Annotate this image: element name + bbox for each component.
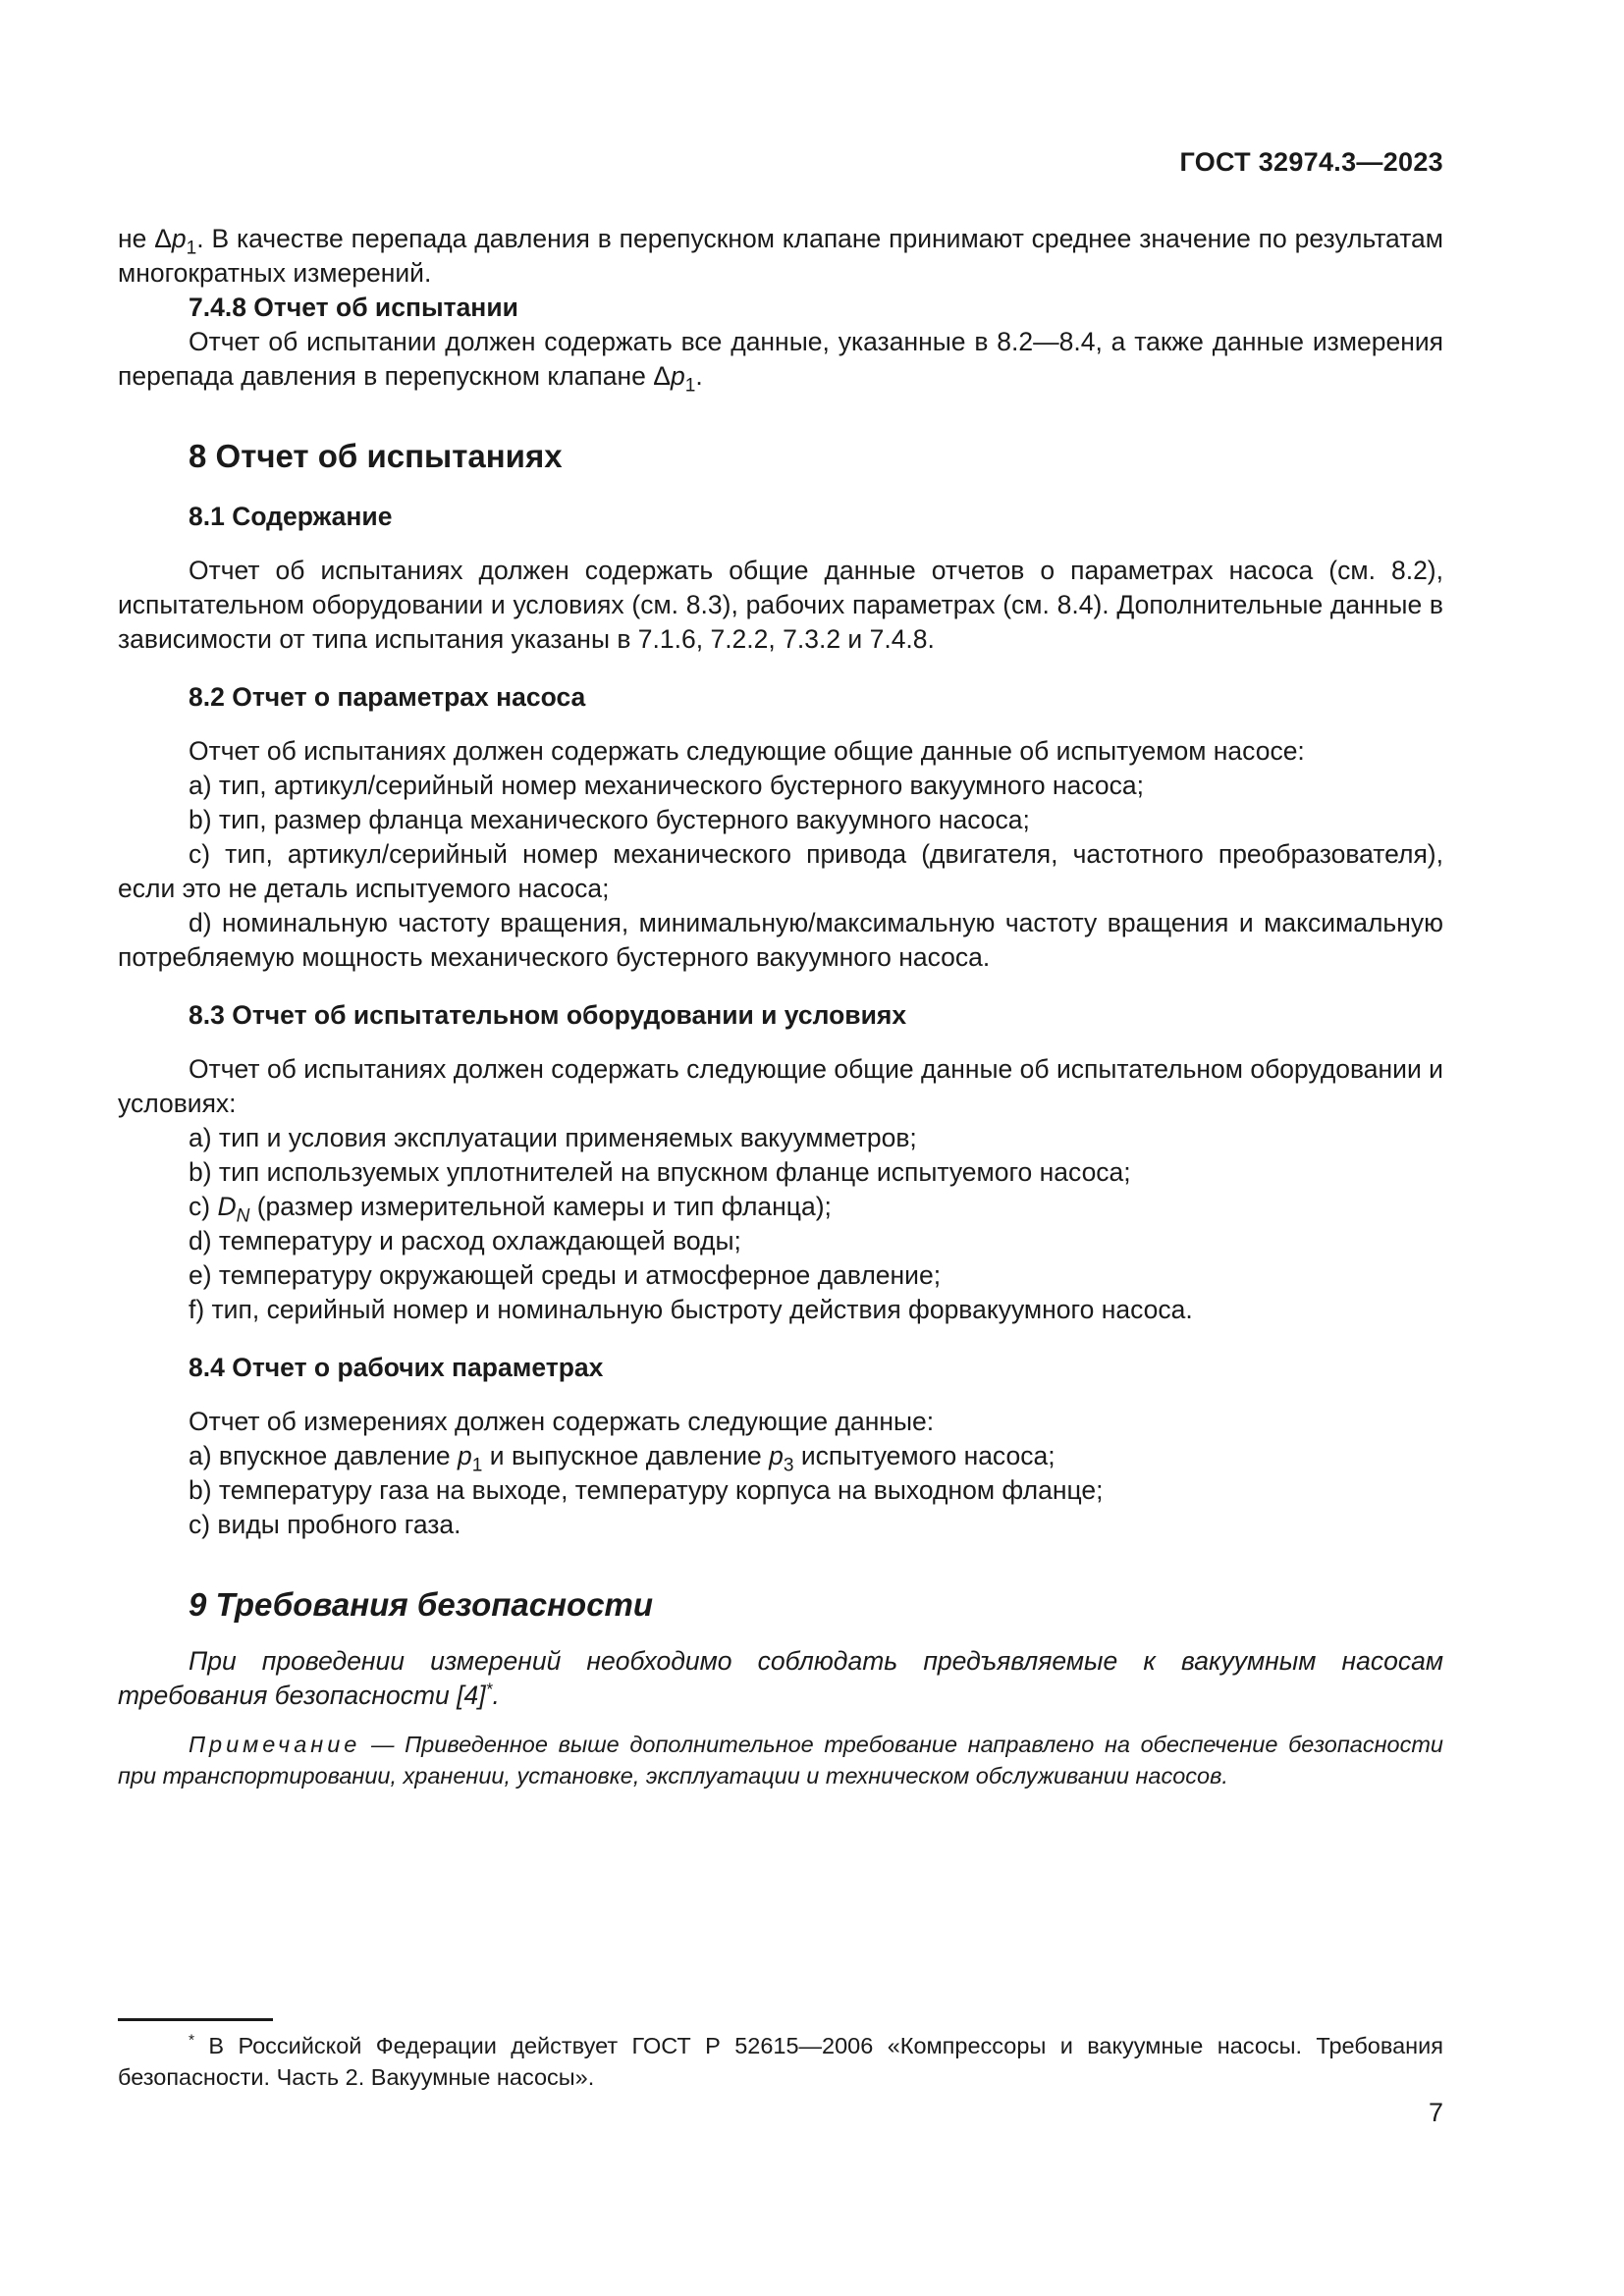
section-heading-8-4: 8.4 Отчет о рабочих параметрах <box>189 1353 604 1382</box>
note-label: Примечание <box>189 1732 361 1757</box>
list-item-8-3-a: a) тип и условия эксплуатации применяемых вакуумметров; <box>189 1123 917 1152</box>
section-heading-8-3: 8.3 Отчет об испытательном оборудовании и условиях <box>189 1000 907 1030</box>
footnote-separator <box>118 2018 273 2021</box>
list-item-8-4-a: a) впускное давление $p_1$ и выпускное давление $p_3$ испытуемого насоса; <box>189 1441 1056 1476</box>
paragraph-7-4-7-continuation: не $\Delta p_1$. В качестве перепада давления в перепускном клапане принимают среднее значение по результатам многократных измерений. <box>118 224 1443 288</box>
list-item-8-2-b: b) тип, размер фланца механического бустерного вакуумного насоса; <box>189 805 1030 834</box>
delta-symbol: Δ <box>653 361 671 391</box>
paragraph-7-4-8-body: Отчет об испытании должен содержать все данные, указанные в 8.2—8.4, а также данные измерения перепада давления в перепускном клапане $\Delta p_1$. <box>118 327 1443 397</box>
list-item-8-2-d: d) номинальную частоту вращения, минимальную/максимальную частоту вращения и максимальную потребляемую мощность механического бустерного вакуумного насоса. <box>118 908 1443 972</box>
subscript: N <box>236 1205 250 1227</box>
section-heading-8-1: 8.1 Содержание <box>189 502 393 531</box>
variable-p: p <box>171 224 187 253</box>
list-item-8-2-a: a) тип, артикул/серийный номер механического бустерного вакуумного насоса; <box>189 771 1144 800</box>
delta-symbol: Δ <box>154 224 172 253</box>
section-heading-8: 8 Отчет об испытаниях <box>189 438 563 474</box>
page-content <box>118 222 1443 1791</box>
list-item-8-3-b: b) тип используемых уплотнителей на впускном фланце испытуемого насоса; <box>189 1157 1131 1187</box>
footnote-reference: * <box>485 1679 493 1699</box>
page-number: 7 <box>1428 2098 1443 2127</box>
list-item-8-4-b: b) температуру газа на выходе, температуру корпуса на выходном фланце; <box>189 1475 1104 1505</box>
list-item-8-4-c: c) виды пробного газа. <box>189 1510 461 1539</box>
list-item-8-3-c: c) $D_N$ (размер измерительной камеры и тип фланца); <box>189 1192 832 1227</box>
list-item-8-2-c: c) тип, артикул/серийный номер механического привода (двигателя, частотного преобразователя), если это не деталь испытуемого насоса; <box>118 839 1443 903</box>
note-paragraph: Примечание — Приведенное выше дополнительное требование направлено на обеспечение безопасности при транспортировании, хранении, установке, эксплуатации и техническом обслуживании насосов. <box>118 1732 1443 1789</box>
document-code-header: ГОСТ 32974.3—2023 <box>1179 147 1443 177</box>
paragraph-8-3-intro: Отчет об испытаниях должен содержать следующие общие данные об испытательном оборудовании и условиях: <box>118 1054 1443 1118</box>
variable-d: D <box>217 1192 237 1221</box>
footnote: * В Российской Федерации действует ГОСТ Р 52615—2006 «Компрессоры и вакуумные насосы. Требования безопасности. Часть 2. Вакуумные насосы». <box>118 2032 1443 2090</box>
subscript: 1 <box>471 1455 483 1476</box>
subscript: 3 <box>783 1455 794 1476</box>
paragraph-8-2-intro: Отчет об испытаниях должен содержать следующие общие данные об испытуемом насосе: <box>189 736 1305 766</box>
footnote-marker: * <box>189 2032 195 2050</box>
variable-p: p <box>769 1441 784 1470</box>
variable-p: p <box>670 361 685 391</box>
subscript: 1 <box>684 375 696 397</box>
subscript: 1 <box>186 238 197 259</box>
variable-p: p <box>458 1441 472 1470</box>
section-heading-8-2: 8.2 Отчет о параметрах насоса <box>189 682 586 712</box>
section-heading-9: 9 Требования безопасности <box>189 1586 654 1623</box>
list-item-8-3-f: f) тип, серийный номер и номинальную быстроту действия форвакуумного насоса. <box>189 1295 1193 1324</box>
list-item-8-3-d: d) температуру и расход охлаждающей воды; <box>189 1226 741 1255</box>
list-item-8-3-e: e) температуру окружающей среды и атмосферное давление; <box>189 1260 942 1290</box>
paragraph-8-1: Отчет об испытаниях должен содержать общие данные отчетов о параметрах насоса (см. 8.2), испытательном оборудовании и условиях (см. 8.3), рабочих параметрах (см. 8.4). Дополнительные данные в зависимости от типа испытания указаны в 7.1.6, 7.2.2, 7.3.2 и 7.4.8. <box>118 556 1443 654</box>
section-heading-7-4-8: 7.4.8 Отчет об испытании <box>189 293 518 322</box>
paragraph-8-4-intro: Отчет об измерениях должен содержать следующие данные: <box>189 1407 935 1436</box>
paragraph-9: При проведении измерений необходимо соблюдать предъявляемые к вакуумным насосам требования безопасности [4]*. <box>118 1646 1443 1710</box>
